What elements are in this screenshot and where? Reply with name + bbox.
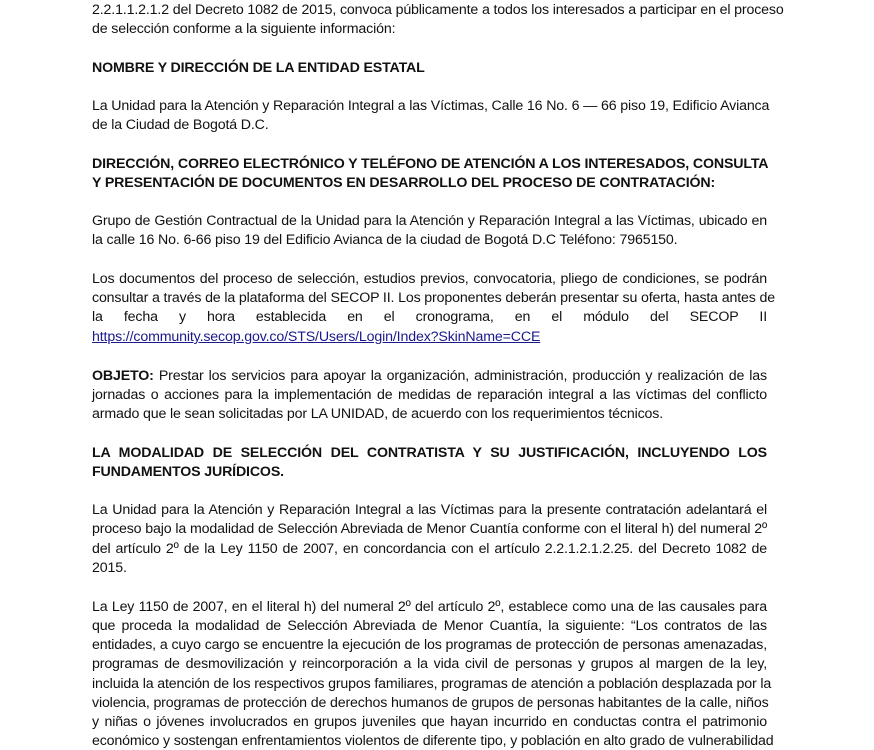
entity-heading: NOMBRE Y DIRECCIÓN DE LA ENTIDAD ESTATAL <box>92 60 425 76</box>
modality-p1-line-3: del artículo 2º de la Ley 1150 de 2007, en concordancia con el artículo 2.2.1.2.1.2.25. del Decreto 1082 de <box>92 541 767 557</box>
object-line-3: armado que le sean solicitadas por LA UNIDAD, de acuerdo con los requerimientos técnicos. <box>92 406 664 422</box>
contact-heading-line-1: DIRECCIÓN, CORREO ELECTRÓNICO Y TELÉFONO DE ATENCIÓN A LOS INTERESADOS, CONSULTA <box>92 156 769 172</box>
contact-line-2: la calle 16 No. 6-66 piso 19 del Edificio Avianca de la ciudad de Bogotá D.C Teléfono: 7965150. <box>92 232 678 248</box>
modality-p1-line-2: proceso bajo la modalidad de Selección Abreviada de Menor Cuantía conforme con el literal h) del numeral 2º <box>92 521 767 537</box>
modality-p2-line-1: La Ley 1150 de 2007, en el literal h) del numeral 2º del artículo 2º, establece como una de las causales para <box>92 599 767 615</box>
documents-link-row <box>92 328 767 346</box>
documents-line-2: consultar a través de la plataforma del SECOP II. Los proponentes deberán presentar su oferta, hasta antes de <box>92 290 775 306</box>
modality-p2-line-2: que proceda la modalidad de Selección Abreviada de Menor Cuantía, la siguiente: “Los contratos de las <box>92 618 767 634</box>
modality-p2-line-7: y niñas o jóvenes involucrados en grupos juveniles que hayan incurrido en conductas contra el patrimonio <box>92 714 767 730</box>
modality-p2-line-6: violencia, programas de protección de derechos humanos de grupos de personas habitantes de la calle, niños <box>92 695 769 711</box>
modality-heading-line-1: LA MODALIDAD DE SELECCIÓN DEL CONTRATISTA Y SU JUSTIFICACIÓN, INCLUYENDO LOS <box>92 445 767 461</box>
modality-p2-line-5: incluida la atención de los respectivos grupos familiares, programas de atención a población desplazada por la <box>92 676 772 692</box>
modality-heading-line-2: FUNDAMENTOS JURÍDICOS. <box>92 464 284 480</box>
documents-line-1: Los documentos del proceso de selección, estudios previos, convocatoria, pliego de condiciones, se podrán <box>92 271 767 287</box>
object-line-2: jornadas o acciones para la implementación de medidas de reparación integral a las víctimas del conflicto <box>92 387 767 403</box>
object-text-1: Prestar los servicios para apoyar la organización, administración, producción y realización de las <box>153 368 767 384</box>
modality-p1-line-1: La Unidad para la Atención y Reparación Integral a las Víctimas para la presente contratación adelantará el <box>92 502 767 518</box>
object-line-1 <box>92 367 767 385</box>
contact-line-1: Grupo de Gestión Contractual de la Unidad para la Atención y Reparación Integral a las Víctimas, ubicado en <box>92 213 767 229</box>
entity-line-1: La Unidad para la Atención y Reparación Integral a las Víctimas, Calle 16 No. 6 — 66 piso 19, Edificio Avianca <box>92 98 770 114</box>
object-label: OBJETO: <box>92 368 154 384</box>
entity-line-2: de la Ciudad de Bogotá D.C. <box>92 117 269 133</box>
documents-line-3: la fecha y hora establecida en el cronograma, en el módulo del SECOP II <box>92 309 767 325</box>
modality-p2-line-8: económico y sostengan enfrentamientos violentos de diferente tipo, y población en alto grado de vulnerabilidad <box>92 733 774 749</box>
contact-heading-line-2: Y PRESENTACIÓN DE DOCUMENTOS EN DESARROLLO DEL PROCESO DE CONTRATACIÓN: <box>92 175 716 191</box>
intro-line-2: de selección conforme a la siguiente información: <box>92 21 396 37</box>
intro-line-1: 2.2.1.1.2.1.2 del Decreto 1082 de 2015, convoca públicamente a todos los interesados a participar en el proceso <box>92 2 784 18</box>
modality-p1-line-4: 2015. <box>92 560 127 576</box>
secop-link[interactable]: https://community.secop.gov.co/STS/Users/Login/Index?SkinName=CCE <box>92 329 541 345</box>
modality-p2-line-3: entidades, a cuyo cargo se encuentre la ejecución de los programas de protección de personas amenazadas, <box>92 637 767 653</box>
modality-p2-line-4: programas de desmovilización y reincorporación a la vida civil de personas y grupos al margen de la ley, <box>92 656 767 672</box>
